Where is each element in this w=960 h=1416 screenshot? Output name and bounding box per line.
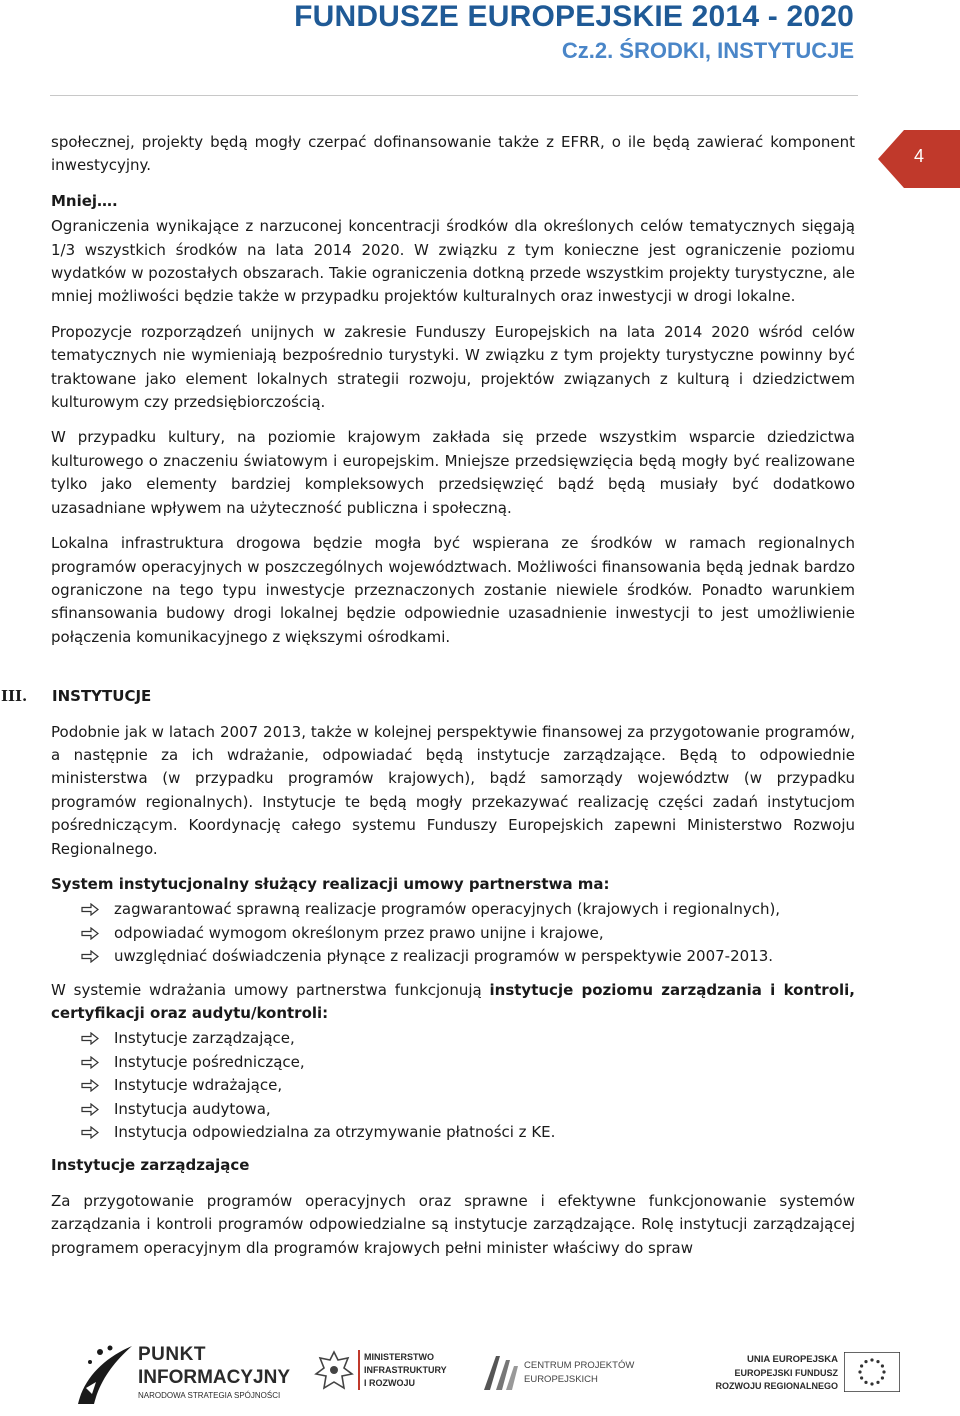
paragraph: Podobnie jak w latach 2007 2013, także w kolejnej perspektywie finansowej za przygotowanie programów, a następnie za ich wdrażanie, odpowiadać będą instytucje zarządzające. Będą to odpowiednie ministerstwa (w przypadku programów krajowych), bądź samorządy województw (w przypadku programów regionalnych). Instytucje te będą mogły przekazywać realizację części zadań instytucjom pośredniczącym. Koordynację całego systemu Funduszy Europejskich zapewni Ministerstwo Rozwoju Regionalnego. [51,722,855,858]
paragraph-heading: Mniej…. [51,191,118,210]
list-item [51,945,855,968]
logo-text: EUROPEJSKI FUNDUSZ [734,1368,838,1378]
logo-text: CENTRUM PROJEKTÓW [524,1360,635,1371]
logo-punkt-informacyjny [74,1338,291,1408]
arrow-right-icon [81,1079,99,1092]
list-item-text: Instytucje wdrażające, [114,1076,283,1095]
section-heading [0,685,855,708]
list-item-text: zagwarantować sprawną realizacje programów operacyjnych (krajowych i regionalnych), [114,900,781,919]
list-item-text: odpowiadać wymogom określonym przez prawo unijne i krajowe, [114,923,604,942]
arrow-right-icon [81,950,99,963]
list-item-text: Instytucja audytowa, [114,1099,271,1118]
logo-text: MINISTERSTWO [364,1352,434,1362]
paragraph: Lokalna infrastruktura drogowa będzie mogła być wspierana ze środków w ramach regionalnych programów operacyjnych w poszczególnych województwach. Możliwości finansowania będą jednak bardzo ograniczone na tego typu inwestycje przeznaczonych zostanie niewiele środków. Ponadto warunkiem sfinansowania budowy drogi lokalnej będzie odpowiednie uzasadnienie inwestycji to jest umożliwienie połączenia komunikacyjnego z większymi ośrodkami. [51,534,855,646]
arrow-right-icon [81,1032,99,1045]
nss-logo-icon [74,1338,136,1408]
logo-text: INFORMACYJNY [138,1367,291,1388]
list-item [51,898,855,921]
arrow-right-icon [81,903,99,916]
eagle-emblem-icon [314,1348,354,1396]
text-span: Takie ograniczenia dotkną przede wszystkim projekty turystyczne, ale mniej możliwości będzie także w przypadku projektów kulturalnych oraz inwestycji w drogi lokalne. [51,264,855,306]
logo-text: EUROPEJSKICH [524,1374,598,1385]
list-item-text: Instytucja odpowiedzialna za otrzymywanie płatności z KE. [114,1123,556,1142]
paragraph [51,979,855,1026]
cpe-logo-icon [480,1350,520,1394]
list-item-text: uwzględniać doświadczenia płynące z realizacji programów w perspektywie 2007-2013. [114,947,774,966]
institutions-list [51,1027,855,1144]
logo-text: INFRASTRUKTURY [364,1365,447,1375]
logo-ministerstwo [314,1346,464,1406]
arrow-right-icon [81,1126,99,1139]
logo-divider [358,1350,360,1390]
list-heading: System instytucjonalny służący realizacji umowy partnerstwa ma: [51,874,610,893]
section-title: INSTYTUCJE [52,687,152,706]
header-divider [50,95,858,96]
system-goals-list [51,898,855,968]
header-subtitle: Cz.2. ŚRODKI, INSTYTUCJE [561,38,854,63]
arrow-right-icon [81,927,99,940]
list-item [51,1051,855,1074]
list-item [51,922,855,945]
list-item [51,1121,855,1144]
paragraph: W przypadku kultury, na poziomie krajowym zakłada się przede wszystkim wsparcie dziedzictwa kulturowego o znaczeniu światowym i europejskim. Mniejsze przedsięwzięcia będą mogły być realizowane tylko jako elementy bardziej kompleksowych przedsięwzięć bądź będą musiały być dodatkowo uzasadniane wpływem na użyteczność publiczna i społeczną. [51,428,855,517]
arrow-right-icon [81,1056,99,1069]
arrow-right-icon [81,1103,99,1116]
logo-text: NARODOWA STRATEGIA SPÓJNOŚCI [138,1391,281,1400]
subsection-heading: Instytucje zarządzające [51,1156,250,1175]
logo-text: PUNKT [138,1344,206,1365]
list-item [51,1074,855,1097]
list-item [51,1027,855,1050]
eu-flag-icon [844,1352,900,1392]
logo-ue-efrr [654,1348,900,1402]
list-item-text: Instytucje zarządzające, [114,1029,295,1048]
paragraph [51,215,855,309]
text-span: W systemie wdrażania umowy partnerstwa funkcjonują [51,980,482,999]
logo-cpe [480,1350,640,1400]
list-item [51,1098,855,1121]
paragraph: społecznej, projekty będą mogły czerpać dofinansowanie także z EFRR, o ile będą zawierać komponent inwestycyjny. [51,133,855,175]
document-body [1,131,855,1272]
list-item-text: Instytucje pośredniczące, [114,1052,305,1071]
logo-text: I ROZWOJU [364,1378,415,1388]
section-number: III. [1,687,28,706]
paragraph: Za przygotowanie programów operacyjnych oraz sprawne i efektywne funkcjonowanie systemów zarządzania i kontroli programów odpowiedzialne są instytucje zarządzające. Rolę instytucji zarządzającej programem operacyjnym dla programów krajowych pełni minister właściwy do spraw [51,1191,855,1257]
paragraph: Propozycje rozporządzeń unijnych w zakresie Funduszy Europejskich na lata 2014 2020 wśród celów tematycznych nie wymieniają bezpośrednio turystyki. W związku z tym projekty turystyczne powinny być traktowane jako element lokalnych strategii rozwoju, projektów związanych z kulturą i dziedzictwem kulturowym czy przedsiębiorczością. [51,322,855,412]
logo-text: ROZWOJU REGIONALNEGO [715,1381,838,1391]
footer-logos [0,1336,960,1412]
page-number: 4 [913,146,924,166]
header-title: FUNDUSZE EUROPEJSKIE 2014 - 2020 [294,0,854,33]
page-number-badge [878,130,960,188]
text-span: Ograniczenia wynikające z narzuconej koncentracji środków dla określonych celów tematycznych sięgają 1/3 wszystkich środków na lata 2014 2020. W związku z tym konieczne jest ograniczenie poziomu wydatków w pozostałych obszarach. [51,217,855,283]
logo-text: UNIA EUROPEJSKA [747,1354,838,1365]
text-span-bold: instytucje poziomu zarządzania i kontroli, certyfikacji oraz audytu/kontroli: [51,980,855,1022]
